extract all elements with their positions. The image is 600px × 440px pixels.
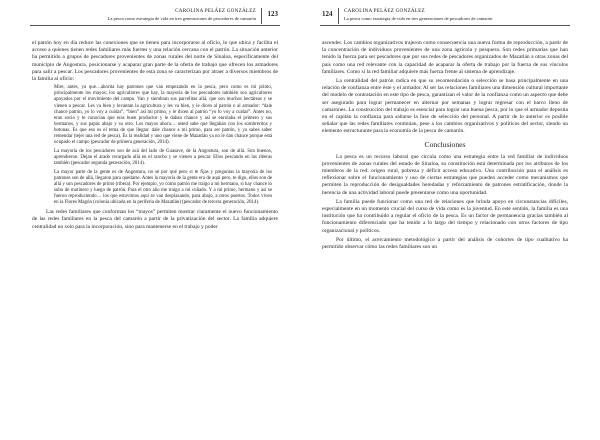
body-paragraph: La familia puede funcionar como una red de relaciones que brinda apoyo en circunstancias difíciles, especialmente en un momento crucial del curso de vida como es la juventud. En este sentido, la familia es una institución que ha contribuido a regular el oficio de la pesca. Es un factor de permanencia gracias también al funcionamiento diferenciado que ha tenido a lo largo del tiempo y relacionado con otros factores de tipo organizacional y políticos. xyxy=(322,198,568,234)
right-page-body xyxy=(322,40,568,253)
right-page xyxy=(300,0,600,440)
right-page-header xyxy=(320,8,570,32)
header-rule xyxy=(320,25,570,26)
page-number: 124 xyxy=(322,10,333,18)
left-page-body xyxy=(32,40,278,233)
header-divider xyxy=(261,8,262,24)
body-paragraph: Las redes familiares que conforman los “mayos” permiten mostrar claramente el nuevo funcionamiento de las redes familiares en la pesca del camarón a partir de la privatización del sector. La familia adquiere centralidad no solo para la incorporación, sino para mantenerse en el trabajo y poder xyxy=(32,209,278,230)
quote-paragraph: Mire, antes, ya que…ahorita hay patrones que van empezando en la pesca, pero como es mi primo, principalmente los mayos; los agricultores que hay, la mayoría de los pescadores también son agricultores apoyados por el movimiento del campo. Van y siembran sus parcelitas allá, que son muchos hectáreas y se vienen a pescar. Les va bien y levantan la agricultura y les va bien, y le dicen al patrón o al armador: “dale chance patrón, yo lo voy a cuidar”, “bien” así mi primo, y le dicen al patrón “yo lo voy a cuidar”. Antes no, eran socio y te conocían que eras buen productor y le daban chance y así se enrolaba el primero y sus hermanos, y sus papás abajo y su otro. Los mayos ahora… usted sabe que llegaban con los sombreritos y botonas. Es que eso es el tema de que llegan: dale chance a mi primo, para ser patrón, y ya sabes saber remendar (tejer una red de pesca). Es la realidad y uno que viene de Mazatlán ya no le dan chance porque está ocupado el campo (pescador de primera generación, 2014). xyxy=(54,85,272,146)
header-divider xyxy=(338,8,339,24)
running-title: La pesca como estrategia de vida en tres generaciones de pescadores de camarón xyxy=(107,16,256,21)
quote-paragraph: La mayoría de los pescadores son de acá del lado de Guasave, de la Angostura, son de allá. Son buenos, aprendieron. Dejan el arado recargado allá en el rancho y se vienen a pescar. Ellos pescando en las riberas también (pescador segunda generación, 2014). xyxy=(54,148,272,166)
body-paragraph: La centralidad del patrón radica en que su recomendación o selección se basa principalmente en una relación de confianza entre éste y el armador. Al ser las relaciones familiares una dimensión cultural importante del modelo de contratación en este tipo de pesca, garantizan el valor de la confianza como un aspecto que debe ser asegurado para lograr permanecer en alternar por semanas y lograr regresar con el barco lleno de camarones. La construcción del trabajo es esencial para lograr una buena pesca, por lo que el armador deposita en el capitán la confianza para saltarse la fase de selección del personal. A partir de lo anterior es posible señalar que las redes familiares continúan, pese a los cambios organizativos y políticos del sector, siendo un elemento estructurante para la economía de la pesca de camarón. xyxy=(322,78,568,135)
body-paragraph: Por último, el acercamiento metodológico a partir del análisis de cohortes de tipo cualitativo ha permitido observar cómo las redes familiares son un xyxy=(322,236,568,251)
body-paragraph: el patrón hoy en día reduce las conexiones que se tienen para incorporarse al oficio, lo que ubica y facilita el acceso a quienes tienen redes familiares más fuertes y una relación cercana con el patrón. La situación anterior ha permitido a grupos de pescadores provenientes de zonas rurales del norte de Sinaloa, específicamente del municipio de Angostura, posicionarse y acaparar gran parte de la oferta de trabajo que ofrecen los armadores para salir a pescar. Los pescadores provenientes de esta zona se caracterizan por atraer a diversos miembros de la familia al oficio: xyxy=(32,40,278,83)
block-quote xyxy=(54,85,272,206)
running-title: La pesca como estrategia de vida en tres generaciones de pescadores de camarón xyxy=(344,16,493,21)
body-paragraph: La pesca es un recurso laboral que circula como una estrategia entre la red familiar de individuos provenientes de zonas rurales del estado de Sinaloa, su constitución está determinada por los atributos de los miembros de la red: origen rural, pobreza y déficit acceso educativo. Una contribución para el análisis es reflexionar sobre el funcionamiento y uso de ciertas estrategias que pueden acceder como mecanismos que permiten la reproducción de desigualdades heredadas y reforzamiento de patrones estratificación, donde la herencia de una actividad laboral puede presentarse como una oportunidad. xyxy=(322,153,568,196)
left-page-header xyxy=(30,8,280,32)
section-heading: Conclusiones xyxy=(424,139,466,149)
running-author: CAROLINA PELÁEZ GONZÁLEZ xyxy=(175,8,256,14)
header-rule xyxy=(30,25,280,26)
body-paragraph: ascender. Los cambios organizativos trajeron como consecuencia una nueva forma de reproducción, a partir de la concentración de individuos provenientes de una zona agrícola y pesquera. Son redes primarias que han tenido la fuerza para ser pescadores que por sus redes de pescadores organizados de Mazatlán a otras zonas del país como una red relevante con la capacidad de acaparar la oferta de trabajo por la fuerza de sus vínculos familiares. Como si la red familiar adquiere más fuerza frente al sistema de aprendizaje. xyxy=(322,40,568,75)
running-author: CAROLINA PELÁEZ GONZÁLEZ xyxy=(344,8,425,14)
page-number: 123 xyxy=(267,10,278,18)
quote-paragraph: La mayor parte de la gente es de Angostura, no sé por qué pero si te fijas y preguntas la mayoría de los patrones son de allá, llegaron para quedarse. Antes la mayoría de la gente era de aquí pero, te digo, ellos son de allá y son pescadores de primo (ribera). Por ejemplo, yo como patrón me traigo a mi hermano, si hay chance lo subo de marinero y luego de patrón. Para el otro año me traigo a mi cuñado. Y a mi primo, hermano y así se fueron reproduciendo… los que estuvimos aquí se van desplazando, para abajo, a otros puertos. Todos viven en la Flores Magón (colonia ubicada en la periferia de Mazatlán) (pescador de tercera generación, 2014). xyxy=(54,169,272,206)
